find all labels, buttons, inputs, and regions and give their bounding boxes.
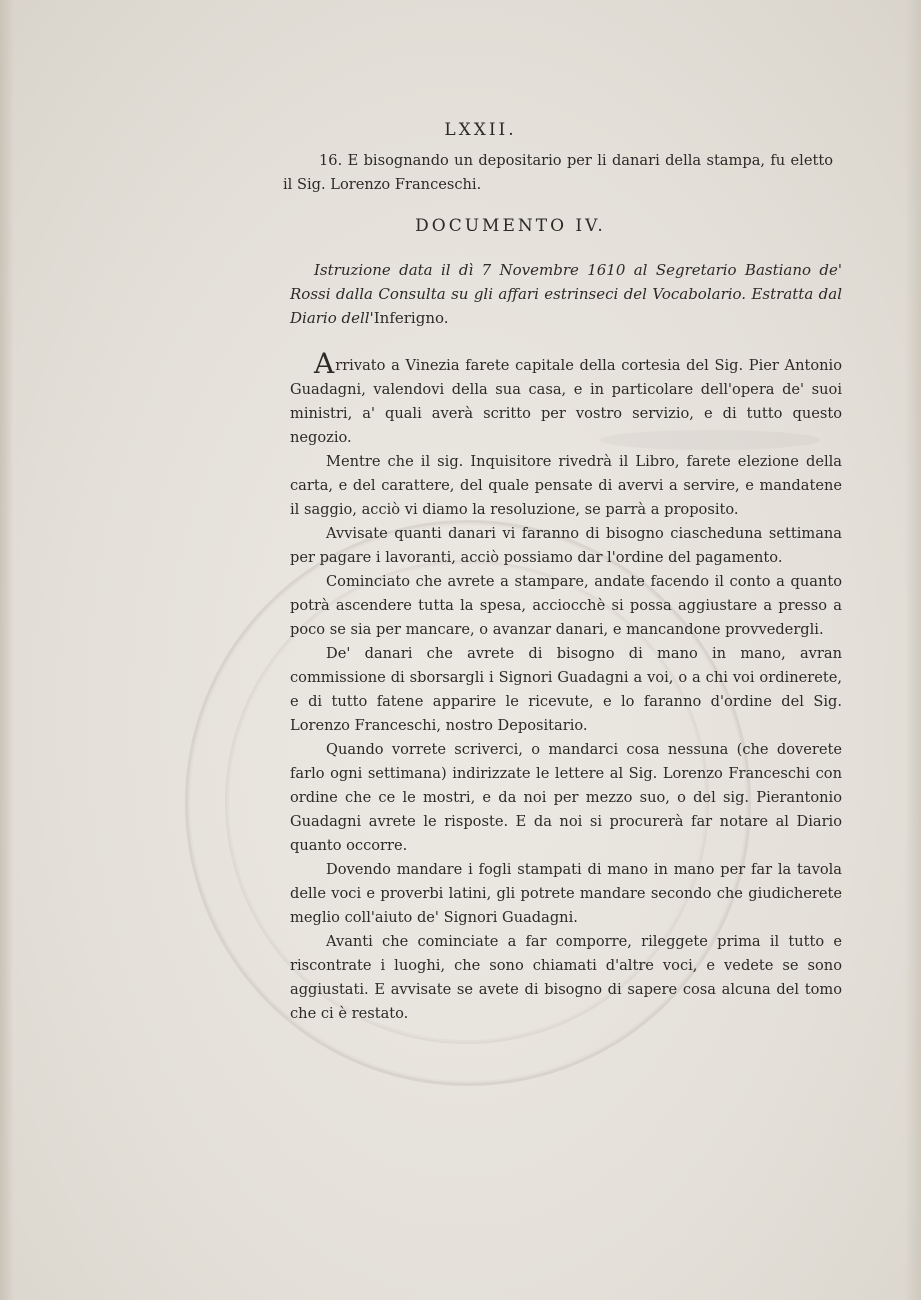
item-16-paragraph: 16. E bisognando un depositario per li danari della stampa, fu eletto il Sig. Lorenzo Franceschi.	[283, 152, 833, 193]
body-paragraph: Mentre che il sig. Inquisitore rivedrà il Libro, farete elezione della carta, e del carattere, del quale pensate di avervi a servire, e mandatene il saggio, acciò vi diamo la resoluzione, se parrà a proposito.	[290, 453, 842, 518]
document-caption	[290, 258, 842, 330]
body-paragraph: Quando vorrete scriverci, o mandarci cosa nessuna (che doverete farlo ogni settimana) indirizzate le lettere al Sig. Lorenzo Franceschi con ordine che ce le mostri, e da noi per mezzo suo, o del sig. Pierantonio Guadagni avrete le risposte. E da noi si procurerà far notare al Diario quanto occorre.	[290, 741, 842, 854]
body-paragraph: Dovendo mandare i fogli stampati di mano in mano per far la tavola delle voci e proverbi latini, gli potrete mandare secondo che giudicherete meglio coll'aiuto de' Signori Guadagni.	[290, 861, 842, 926]
document-heading: DOCUMENTO IV.	[415, 216, 606, 236]
document-body	[290, 347, 842, 1026]
page-edge-right	[905, 0, 921, 1300]
body-paragraph: Arrivato a Vinezia farete capitale della cortesia del Sig. Pier Antonio Guadagni, valendovi della sua casa, e in particolare dell'opera de' suoi ministri, a' quali averà scritto per vostro servizio, e di tutto questo negozio.	[290, 347, 842, 446]
body-paragraph: Avanti che cominciate a far comporre, rileggete prima il tutto e riscontrate i luoghi, che sono chiamati d'altre voci, e vedete se sono aggiustati. E avvisate se avete di bisogno di sapere cosa alcuna del tomo che ci è restato.	[290, 933, 842, 1022]
caption-italic: Istruzione data il dì 7 Novembre 1610 al Segretario Bastiano de' Rossi dalla Consulta su gli affari estrinseci del Vocabolario. Estratta dal Diario dell'	[290, 261, 842, 327]
body-paragraph: De' danari che avrete di bisogno di mano in mano, avran commissione di sborsargli i Signori Guadagni a voi, o a chi voi ordinerete, e di tutto fatene apparire le ricevute, e lo faranno d'ordine del Sig. Lorenzo Franceschi, nostro Depositario.	[290, 645, 842, 734]
drop-cap: A	[314, 347, 335, 380]
caption-roman: Inferigno.	[373, 309, 449, 327]
body-paragraph: Cominciato che avrete a stampare, andate facendo il conto a quanto potrà ascendere tutta la spesa, acciocchè si possa aggiustare a presso a poco se sia per mancare, o avanzar danari, e mancandone provvedergli.	[290, 573, 842, 638]
page-edge-left	[0, 0, 14, 1300]
body-paragraph: Avvisate quanti danari vi faranno di bisogno ciascheduna settimana per pagare i lavoranti, acciò possiamo dar l'ordine del pagamento.	[290, 525, 842, 566]
page-number: LXXII.	[444, 120, 517, 140]
